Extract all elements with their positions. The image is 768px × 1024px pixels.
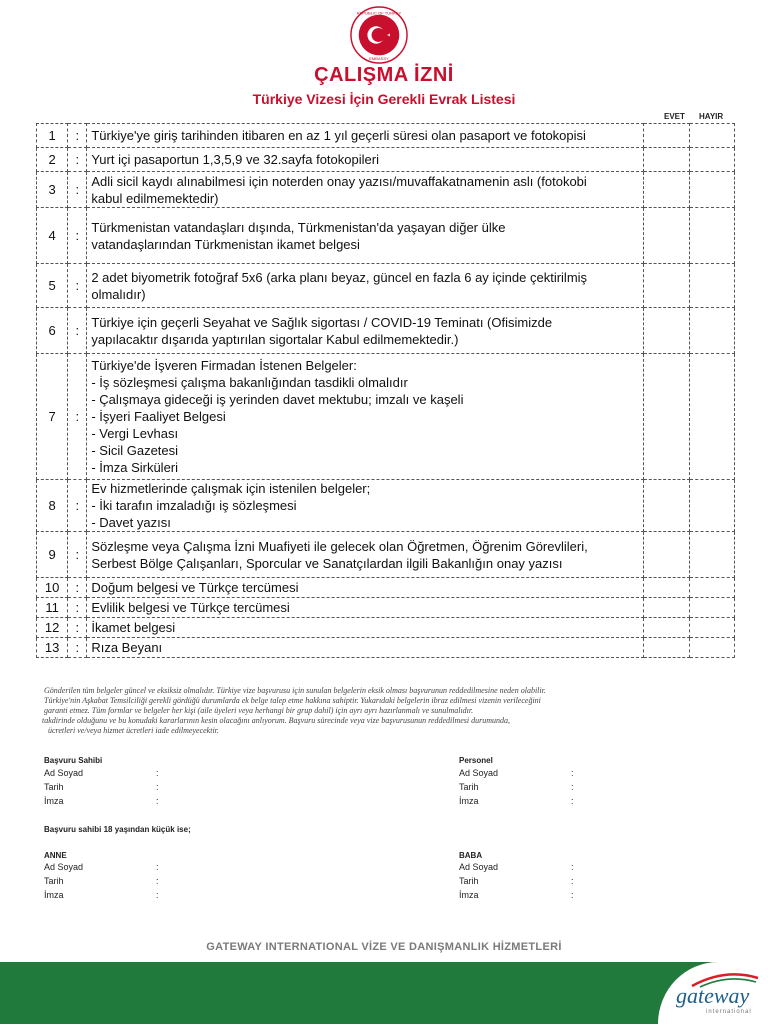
- father-heading: BABA: [459, 851, 483, 860]
- description-line: vatandaşlarından Türkmenistan ikamet belgesi: [91, 236, 360, 252]
- description-line: Evlilik belgesi ve Türkçe tercümesi: [91, 600, 290, 615]
- row-number: 12: [37, 618, 68, 638]
- description-line: 2 adet biyometrik fotoğraf 5x6 (arka planı beyaz, güncel en fazla 6 ay içinde çektirilmiş: [91, 269, 588, 285]
- row-number: 6: [37, 308, 68, 354]
- seal-ring-top: REPUBLIC OF TURKEY: [356, 10, 402, 16]
- embassy-seal-icon: [350, 6, 408, 64]
- description-line: - İki tarafın imzaladığı iş sözleşmesi: [91, 498, 297, 513]
- checklist-row: [37, 598, 735, 618]
- row-description: [87, 532, 644, 578]
- row-colon: :: [68, 148, 87, 172]
- checklist-row: [37, 618, 735, 638]
- row-colon: :: [68, 480, 87, 532]
- description-line: kabul edilmemektedir): [91, 190, 219, 206]
- checkbox-yes[interactable]: [644, 532, 689, 578]
- row-description: [87, 124, 644, 148]
- row-colon: :: [68, 124, 87, 148]
- signature-row: [44, 796, 159, 806]
- checklist-row: [37, 308, 735, 354]
- description-line: yapılacaktır dışarıda yaptırılan sigortalar Kabul edilmemektedir.): [91, 331, 459, 347]
- signature-label: Ad Soyad: [459, 862, 499, 872]
- row-number: 7: [37, 354, 68, 480]
- signature-label: İmza: [44, 796, 64, 806]
- row-description: [87, 308, 644, 354]
- row-colon: :: [68, 618, 87, 638]
- description-line: - Çalışmaya gideceği iş yerinden davet mektubu; imzalı ve kaşeli: [91, 392, 464, 407]
- checklist-row: [37, 638, 735, 658]
- description-line: Ev hizmetlerinde çalışmak için istenilen belgeler;: [91, 481, 371, 496]
- signature-row: [44, 782, 159, 792]
- signature-field[interactable]: :: [156, 862, 159, 872]
- description-line: - İmza Sirküleri: [91, 460, 179, 475]
- signature-row: [459, 796, 574, 806]
- row-number: 5: [37, 264, 68, 308]
- signature-field[interactable]: :: [571, 876, 574, 886]
- description-line: Sözleşme veya Çalışma İzni Muafiyeti ile gelecek olan Öğretmen, Öğrenim Görevlileri,: [91, 538, 588, 554]
- checklist-row: [37, 354, 735, 480]
- minor-note: Başvuru sahibi 18 yaşından küçük ise;: [44, 825, 191, 834]
- checkbox-no[interactable]: [689, 598, 734, 618]
- notice-line: garanti etmez. Tüm formlar ve belgeler her kişi (aile üyeleri veya herhangi bir grup dahil) için ayrı ayrı hazırlanmalı ve sunulmalıdır.: [44, 706, 474, 715]
- row-description: [87, 208, 644, 264]
- staff-heading: Personel: [459, 756, 493, 765]
- signature-label: Ad Soyad: [44, 862, 84, 872]
- checkbox-no[interactable]: [689, 638, 734, 658]
- description-line: Yurt içi pasaportun 1,3,5,9 ve 32.sayfa fotokopileri: [91, 152, 379, 167]
- signature-label: İmza: [459, 796, 479, 806]
- description-line: Türkiye için geçerli Seyahat ve Sağlık sigortası / COVID-19 Teminatı (Ofisimizde: [91, 314, 553, 330]
- checkbox-yes[interactable]: [644, 638, 689, 658]
- row-number: 10: [37, 578, 68, 598]
- column-header-no: HAYIR: [699, 112, 724, 121]
- page-title: ÇALIŞMA İZNİ: [314, 64, 454, 86]
- checkbox-no[interactable]: [689, 208, 734, 264]
- row-colon: :: [68, 172, 87, 208]
- row-description: [87, 354, 644, 480]
- checklist-row: [37, 480, 735, 532]
- signature-field[interactable]: :: [156, 796, 159, 806]
- checkbox-yes[interactable]: [644, 124, 689, 148]
- checkbox-no[interactable]: [689, 308, 734, 354]
- row-description: [87, 598, 644, 618]
- signature-row: [459, 862, 574, 872]
- row-colon: :: [68, 208, 87, 264]
- signature-field[interactable]: :: [571, 796, 574, 806]
- requirements-checklist: [36, 123, 735, 658]
- signature-label: Tarih: [44, 876, 64, 886]
- signature-label: Tarih: [459, 876, 479, 886]
- row-colon: :: [68, 638, 87, 658]
- signature-row: [44, 862, 159, 872]
- row-colon: :: [68, 264, 87, 308]
- description-line: - İş sözleşmesi çalışma bakanlığından tasdikli olmalıdır: [91, 375, 408, 390]
- notice-line: Türkiye'nin Aşkabat Temsilciliği gerekli gördüğü durumlarda ek belge talep etme hakkına sahiptir. Yukarıdaki belgelerin ibraz edilmesi vizenin verileceğini: [44, 696, 541, 705]
- signature-label: Tarih: [44, 782, 64, 792]
- checkbox-yes[interactable]: [644, 148, 689, 172]
- signature-label: İmza: [459, 890, 479, 900]
- description-line: İkamet belgesi: [91, 620, 176, 635]
- checkbox-yes[interactable]: [644, 208, 689, 264]
- checkbox-yes[interactable]: [644, 172, 689, 208]
- signature-row: [459, 768, 574, 778]
- row-number: 8: [37, 480, 68, 532]
- row-number: 1: [37, 124, 68, 148]
- description-line: olmalıdır): [91, 286, 146, 302]
- row-number: 9: [37, 532, 68, 578]
- description-line: Türkmenistan vatandaşları dışında, Türkmenistan'da yaşayan diğer ülke: [91, 219, 506, 235]
- checklist-row: [37, 264, 735, 308]
- description-line: Türkiye'ye giriş tarihinden itibaren en az 1 yıl geçerli süresi olan pasaport ve fotokopisi: [91, 128, 586, 143]
- checkbox-yes[interactable]: [644, 598, 689, 618]
- checklist-row: [37, 124, 735, 148]
- checkbox-no[interactable]: [689, 618, 734, 638]
- description-line: - Sicil Gazetesi: [91, 443, 179, 458]
- footer-band: [0, 962, 768, 1024]
- row-number: 3: [37, 172, 68, 208]
- row-colon: :: [68, 308, 87, 354]
- signature-field[interactable]: :: [571, 768, 574, 778]
- row-number: 13: [37, 638, 68, 658]
- row-description: [87, 638, 644, 658]
- checkbox-yes[interactable]: [644, 480, 689, 532]
- row-colon: :: [68, 598, 87, 618]
- gateway-logo-wordmark: gateway: [676, 983, 750, 1008]
- row-description: [87, 618, 644, 638]
- row-colon: :: [68, 354, 87, 480]
- checkbox-yes[interactable]: [644, 354, 689, 480]
- row-number: 11: [37, 598, 68, 618]
- mother-heading: ANNE: [44, 851, 67, 860]
- checkbox-yes[interactable]: [644, 264, 689, 308]
- row-description: [87, 264, 644, 308]
- row-description: [87, 480, 644, 532]
- row-description: [87, 172, 644, 208]
- checklist-row: [37, 578, 735, 598]
- footer-company-name: GATEWAY INTERNATIONAL VİZE VE DANIŞMANLIK HİZMETLERİ: [206, 941, 562, 953]
- column-header-yes: EVET: [664, 112, 685, 121]
- signature-label: Ad Soyad: [459, 768, 499, 778]
- checklist-row: [37, 532, 735, 578]
- notice-line: ücretleri ve/veya hizmet ücretleri iade edilmeyecektir.: [48, 726, 219, 735]
- gateway-logo-subtitle: international: [706, 1009, 752, 1015]
- page-subtitle: Türkiye Vizesi İçin Gerekli Evrak Listesi: [252, 91, 516, 107]
- row-colon: :: [68, 578, 87, 598]
- seal-ring-bottom: EMBASSY: [369, 56, 389, 62]
- signature-field[interactable]: :: [571, 862, 574, 872]
- row-description: [87, 578, 644, 598]
- notice-line: takdirinde olduğunu ve bu konudaki kararlarının kesin olacağını anlıyorum. Başvuru sürecinde veya vize başvurusunun reddedilmesi durumunda,: [42, 716, 510, 725]
- row-description: [87, 148, 644, 172]
- checkbox-yes[interactable]: [644, 578, 689, 598]
- signature-row: [44, 768, 159, 778]
- description-line: - Vergi Levhası: [91, 426, 179, 441]
- description-line: Rıza Beyanı: [91, 640, 163, 655]
- signature-label: Ad Soyad: [44, 768, 84, 778]
- signature-row: [44, 890, 159, 900]
- checkbox-no[interactable]: [689, 532, 734, 578]
- applicant-heading: Başvuru Sahibi: [44, 756, 103, 765]
- description-line: - İşyeri Faaliyet Belgesi: [91, 409, 226, 424]
- signature-field[interactable]: :: [156, 768, 159, 778]
- checkbox-no[interactable]: [689, 578, 734, 598]
- description-line: Adli sicil kaydı alınabilmesi için noterden onay yazısı/muvaffakatnamenin aslı (fotokobi: [91, 173, 587, 189]
- signature-row: [459, 782, 574, 792]
- checkbox-yes[interactable]: [644, 618, 689, 638]
- row-number: 4: [37, 208, 68, 264]
- disclaimer-notice: [44, 686, 734, 736]
- row-number: 2: [37, 148, 68, 172]
- checkbox-no[interactable]: [689, 148, 734, 172]
- notice-line: Gönderilen tüm belgeler güncel ve eksiksiz olmalıdır. Türkiye vize başvurusu için sunulan belgelerin eksik olması başvurunun reddedilmesine neden olabilir.: [44, 686, 546, 695]
- description-line: Türkiye'de İşveren Firmadan İstenen Belgeler:: [91, 358, 357, 373]
- checkbox-no[interactable]: [689, 354, 734, 480]
- signature-row: [459, 890, 574, 900]
- signature-field[interactable]: :: [571, 890, 574, 900]
- signature-field[interactable]: :: [156, 782, 159, 792]
- checklist-row: [37, 172, 735, 208]
- checkbox-yes[interactable]: [644, 308, 689, 354]
- description-line: Serbest Bölge Çalışanları, Sporcular ve Sanatçılardan ilgili Bakanlığın onay yazısı: [91, 555, 563, 571]
- signature-label: İmza: [44, 890, 64, 900]
- signature-label: Tarih: [459, 782, 479, 792]
- row-colon: :: [68, 532, 87, 578]
- checkbox-no[interactable]: [689, 172, 734, 208]
- signature-row: [44, 876, 159, 886]
- signature-field[interactable]: :: [571, 782, 574, 792]
- description-line: - Davet yazısı: [91, 515, 171, 530]
- signature-field[interactable]: :: [156, 876, 159, 886]
- checklist-row: [37, 208, 735, 264]
- signature-field[interactable]: :: [156, 890, 159, 900]
- checkbox-no[interactable]: [689, 124, 734, 148]
- description-line: Doğum belgesi ve Türkçe tercümesi: [91, 580, 299, 595]
- checklist-row: [37, 148, 735, 172]
- signature-row: [459, 876, 574, 886]
- checkbox-no[interactable]: [689, 480, 734, 532]
- checkbox-no[interactable]: [689, 264, 734, 308]
